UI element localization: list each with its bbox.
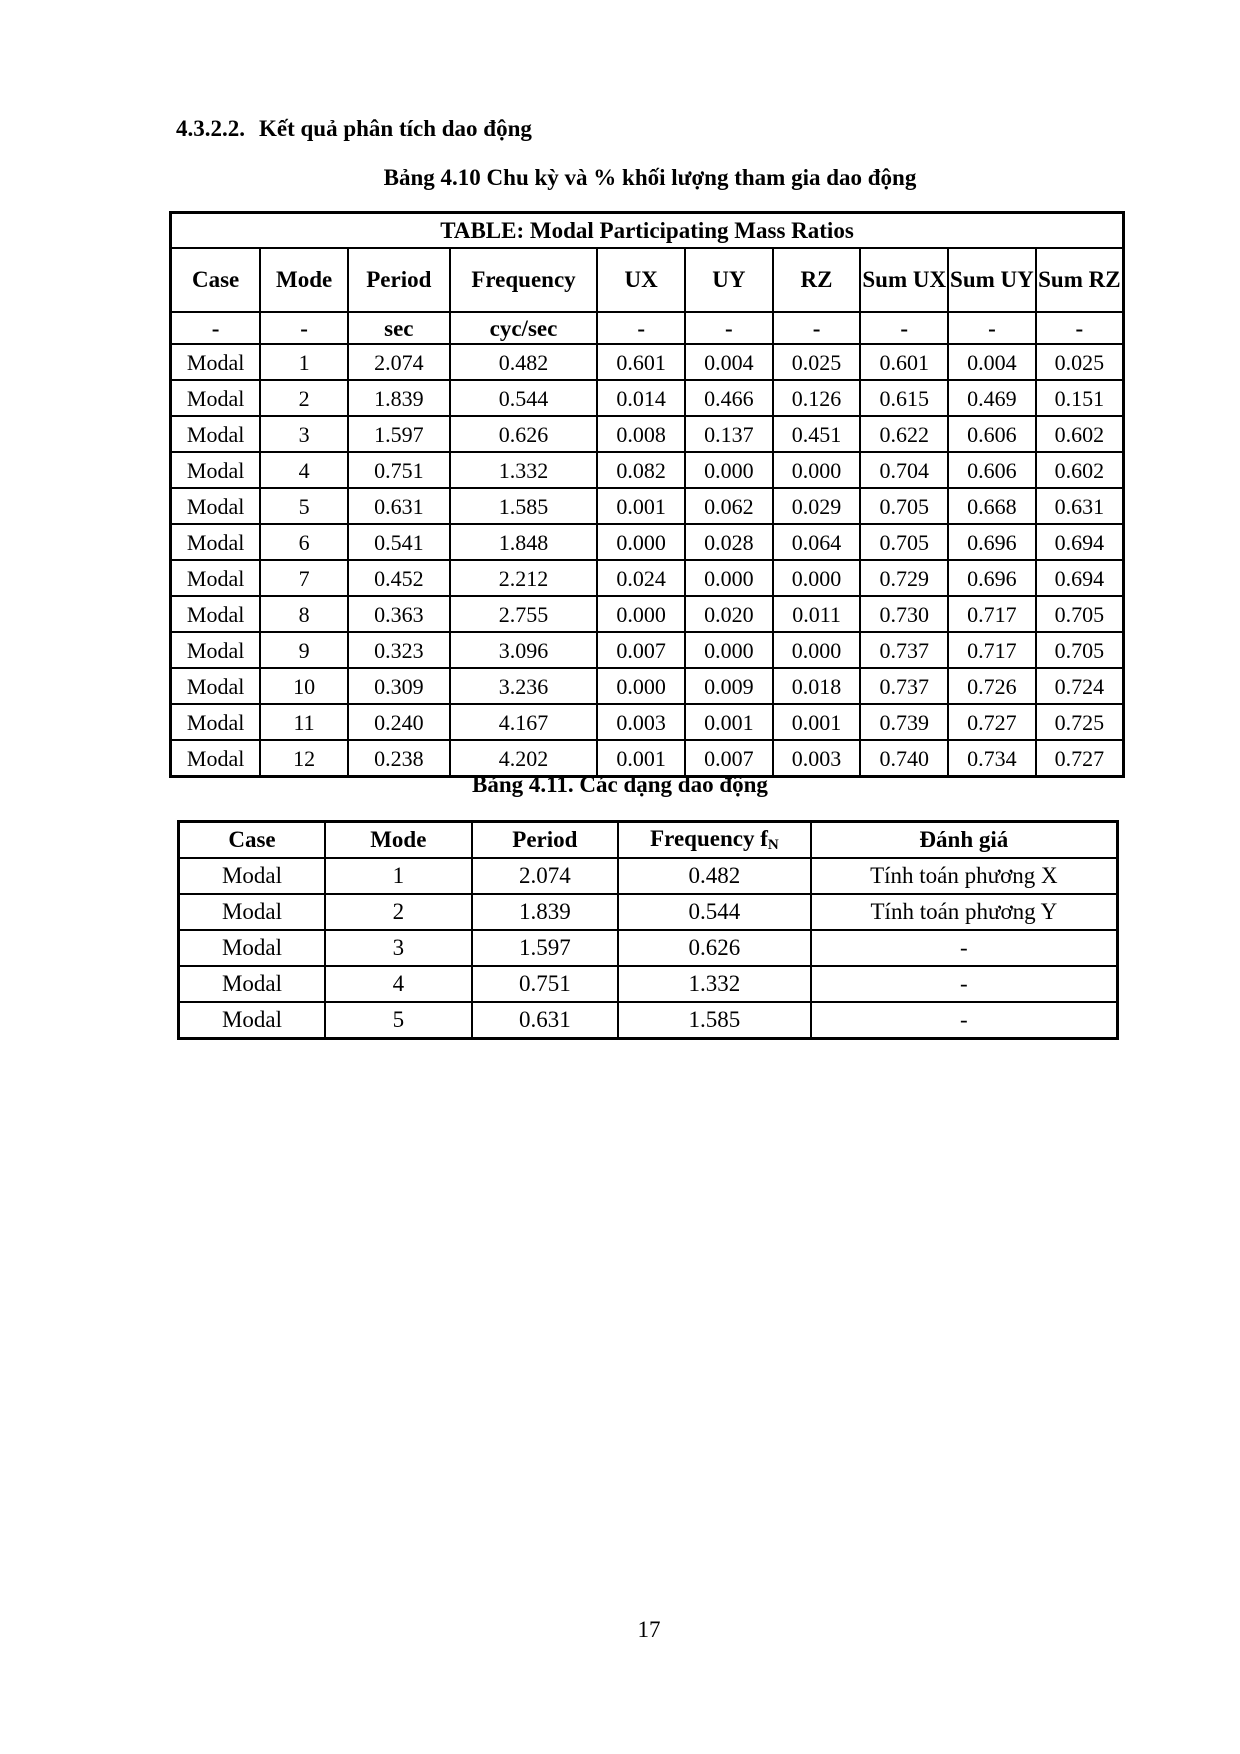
table1-header-cell: Sum RZ xyxy=(1036,248,1124,312)
table-cell: Modal xyxy=(179,930,326,966)
table-cell: 1.848 xyxy=(450,524,598,560)
table1-unit-cell: - xyxy=(773,312,861,344)
table-cell: 4.167 xyxy=(450,704,598,740)
table-cell: 1.839 xyxy=(348,380,450,416)
table-cell: 0.029 xyxy=(773,488,861,524)
table-cell: 0.694 xyxy=(1036,524,1124,560)
table-cell: Modal xyxy=(171,380,261,416)
table-cell: 0.000 xyxy=(685,632,773,668)
table-cell: 0.739 xyxy=(860,704,948,740)
table-cell: Modal xyxy=(171,524,261,560)
table-cell: 0.727 xyxy=(1036,740,1124,777)
table-cell: Modal xyxy=(171,560,261,596)
table-row xyxy=(179,858,1118,894)
table-cell: Modal xyxy=(179,894,326,930)
table-cell: 0.009 xyxy=(685,668,773,704)
table-cell: 0.309 xyxy=(348,668,450,704)
table-cell: 0.007 xyxy=(597,632,685,668)
table-cell: 0.737 xyxy=(860,668,948,704)
table-cell: 0.725 xyxy=(1036,704,1124,740)
table-cell: 7 xyxy=(260,560,348,596)
table-cell: 0.622 xyxy=(860,416,948,452)
table1-unit-cell: - xyxy=(597,312,685,344)
table-row xyxy=(171,380,1124,416)
table-cell: 1.585 xyxy=(450,488,598,524)
table-row xyxy=(171,596,1124,632)
table-cell: 0.694 xyxy=(1036,560,1124,596)
table-cell: 0.151 xyxy=(1036,380,1124,416)
table-cell: 0.000 xyxy=(773,452,861,488)
table-cell: 0.705 xyxy=(860,524,948,560)
table1-header-cell: Case xyxy=(171,248,261,312)
table-cell: 0.601 xyxy=(597,344,685,380)
table-cell: 0.615 xyxy=(860,380,948,416)
table-cell: - xyxy=(811,1002,1118,1039)
table1-unit-cell: - xyxy=(1036,312,1124,344)
header-frequency-subscript: N xyxy=(767,837,779,853)
table-cell: 2 xyxy=(260,380,348,416)
table-cell: Modal xyxy=(171,416,261,452)
table-cell: 0.730 xyxy=(860,596,948,632)
table-cell: 0.668 xyxy=(948,488,1036,524)
header-mode: Mode xyxy=(325,822,472,859)
table-cell: Tính toán phương Y xyxy=(811,894,1118,930)
table2-header-row xyxy=(179,822,1118,859)
table-cell: 0.008 xyxy=(597,416,685,452)
table-cell: 1 xyxy=(325,858,472,894)
table-cell: 0.363 xyxy=(348,596,450,632)
table-cell: 4 xyxy=(260,452,348,488)
table-row xyxy=(171,488,1124,524)
table-cell: 0.544 xyxy=(450,380,598,416)
table-cell: 11 xyxy=(260,704,348,740)
table-cell: Modal xyxy=(171,452,261,488)
table-cell: 0.601 xyxy=(860,344,948,380)
table-cell: 0.000 xyxy=(685,452,773,488)
table-cell: 1.597 xyxy=(348,416,450,452)
table-cell: 0.238 xyxy=(348,740,450,777)
table1-unit-cell: - xyxy=(860,312,948,344)
table-row xyxy=(179,894,1118,930)
table-cell: 0.751 xyxy=(348,452,450,488)
table1-caption: Bảng 4.10 Chu kỳ và % khối lượng tham gia dao động xyxy=(383,165,917,190)
table-row xyxy=(171,560,1124,596)
table1-unit-cell: cyc/sec xyxy=(450,312,598,344)
table-cell: 0.014 xyxy=(597,380,685,416)
table-cell: Modal xyxy=(171,596,261,632)
table1-header-cell: Mode xyxy=(260,248,348,312)
table-cell: 0.451 xyxy=(773,416,861,452)
table-row xyxy=(171,668,1124,704)
table-cell: Modal xyxy=(171,668,261,704)
table-cell: 2.212 xyxy=(450,560,598,596)
table-cell: 0.469 xyxy=(948,380,1036,416)
table-cell: 0.751 xyxy=(472,966,619,1002)
modal-mass-ratios-table xyxy=(169,211,1125,778)
table-row xyxy=(171,524,1124,560)
table-cell: 0.004 xyxy=(685,344,773,380)
table-cell: 0.024 xyxy=(597,560,685,596)
table1-unit-cell: - xyxy=(260,312,348,344)
table-cell: 0.631 xyxy=(472,1002,619,1039)
table-cell: 0.482 xyxy=(618,858,811,894)
table-cell: 0.020 xyxy=(685,596,773,632)
table-cell: 3.096 xyxy=(450,632,598,668)
table-cell: 0.064 xyxy=(773,524,861,560)
table-cell: 0.717 xyxy=(948,596,1036,632)
table-row xyxy=(179,1002,1118,1039)
table1-header-cell: RZ xyxy=(773,248,861,312)
table-cell: 3.236 xyxy=(450,668,598,704)
table-cell: 0.724 xyxy=(1036,668,1124,704)
table-cell: 0.082 xyxy=(597,452,685,488)
table-cell: 0.729 xyxy=(860,560,948,596)
table-cell: 0.000 xyxy=(685,560,773,596)
table-cell: Modal xyxy=(171,740,261,777)
table-cell: 0.626 xyxy=(618,930,811,966)
table-row xyxy=(171,416,1124,452)
table-cell: 0.000 xyxy=(597,668,685,704)
table-row xyxy=(171,632,1124,668)
header-period: Period xyxy=(472,822,619,859)
table-cell: 2 xyxy=(325,894,472,930)
table-cell: 6 xyxy=(260,524,348,560)
table-cell: 0.705 xyxy=(1036,632,1124,668)
table-cell: 0.705 xyxy=(1036,596,1124,632)
table-cell: 0.734 xyxy=(948,740,1036,777)
header-case: Case xyxy=(179,822,326,859)
table-cell: 1.839 xyxy=(472,894,619,930)
table1-title: TABLE: Modal Participating Mass Ratios xyxy=(171,213,1124,249)
table-cell: 0.631 xyxy=(1036,488,1124,524)
section-number: 4.3.2.2. xyxy=(176,116,245,141)
table1-unit-cell: sec xyxy=(348,312,450,344)
table-cell: 0.602 xyxy=(1036,452,1124,488)
table1-header-cell: Sum UX xyxy=(860,248,948,312)
table-cell: Modal xyxy=(179,858,326,894)
table1-units-row xyxy=(171,312,1124,344)
table-cell: 0.240 xyxy=(348,704,450,740)
table-cell: 0.727 xyxy=(948,704,1036,740)
header-assessment: Đánh giá xyxy=(811,822,1118,859)
table-cell: 0.000 xyxy=(773,632,861,668)
table1-unit-cell: - xyxy=(685,312,773,344)
table-row xyxy=(179,930,1118,966)
table-cell: 8 xyxy=(260,596,348,632)
table-cell: 1.332 xyxy=(618,966,811,1002)
table-cell: 0.011 xyxy=(773,596,861,632)
table-cell: 9 xyxy=(260,632,348,668)
table-cell: Modal xyxy=(171,488,261,524)
table-row xyxy=(171,344,1124,380)
table-cell: 0.606 xyxy=(948,416,1036,452)
table-cell: 0.726 xyxy=(948,668,1036,704)
table-cell: 4.202 xyxy=(450,740,598,777)
table-cell: - xyxy=(811,966,1118,1002)
table-cell: 0.705 xyxy=(860,488,948,524)
table-cell: 4 xyxy=(325,966,472,1002)
table-cell: 0.001 xyxy=(685,704,773,740)
table-cell: 0.001 xyxy=(773,704,861,740)
table1-header-cell: Frequency xyxy=(450,248,598,312)
table-cell: 12 xyxy=(260,740,348,777)
table-cell: Modal xyxy=(179,1002,326,1039)
table-cell: 1.332 xyxy=(450,452,598,488)
table-cell: 0.696 xyxy=(948,560,1036,596)
header-frequency xyxy=(618,822,811,859)
table-cell: 2.755 xyxy=(450,596,598,632)
table-cell: 0.717 xyxy=(948,632,1036,668)
table-cell: 0.001 xyxy=(597,488,685,524)
section-title: Kết quả phân tích dao động xyxy=(259,116,532,141)
table1-header-cell: UY xyxy=(685,248,773,312)
table1-unit-cell: - xyxy=(171,312,261,344)
table1-header-cell: Sum UY xyxy=(948,248,1036,312)
table-cell: 0.000 xyxy=(773,560,861,596)
table-cell: - xyxy=(811,930,1118,966)
table-cell: 0.003 xyxy=(597,704,685,740)
table-cell: 0.028 xyxy=(685,524,773,560)
table-cell: 0.626 xyxy=(450,416,598,452)
mode-shapes-table xyxy=(177,820,1119,1040)
table-cell: 0.602 xyxy=(1036,416,1124,452)
table-cell: 0.452 xyxy=(348,560,450,596)
section-heading xyxy=(176,116,532,142)
table-cell: 0.025 xyxy=(1036,344,1124,380)
table-cell: Modal xyxy=(171,344,261,380)
table-cell: 0.606 xyxy=(948,452,1036,488)
table-cell: 3 xyxy=(325,930,472,966)
table-cell: 0.000 xyxy=(597,524,685,560)
table-cell: 2.074 xyxy=(472,858,619,894)
table-cell: 0.062 xyxy=(685,488,773,524)
table-cell: Tính toán phương X xyxy=(811,858,1118,894)
table-cell: 0.323 xyxy=(348,632,450,668)
table-cell: 3 xyxy=(260,416,348,452)
table-cell: 0.004 xyxy=(948,344,1036,380)
table-cell: Modal xyxy=(171,704,261,740)
table1-unit-cell: - xyxy=(948,312,1036,344)
table-cell: 0.000 xyxy=(597,596,685,632)
table1-header-cell: UX xyxy=(597,248,685,312)
table-cell: 0.704 xyxy=(860,452,948,488)
table-row xyxy=(171,452,1124,488)
page-number: 17 xyxy=(637,1617,661,1642)
table-cell: 0.018 xyxy=(773,668,861,704)
table1-header-row xyxy=(171,248,1124,312)
table-cell: 5 xyxy=(260,488,348,524)
table-row xyxy=(171,704,1124,740)
table-cell: 10 xyxy=(260,668,348,704)
table-cell: 2.074 xyxy=(348,344,450,380)
table-cell: 0.631 xyxy=(348,488,450,524)
table-cell: 0.126 xyxy=(773,380,861,416)
table-cell: 0.003 xyxy=(773,740,861,777)
table1-header-cell: Period xyxy=(348,248,450,312)
table-row xyxy=(179,966,1118,1002)
table-cell: 1.597 xyxy=(472,930,619,966)
table-cell: 0.466 xyxy=(685,380,773,416)
table-cell: Modal xyxy=(179,966,326,1002)
header-frequency-label: Frequency f xyxy=(650,826,768,851)
table-cell: Modal xyxy=(171,632,261,668)
table2-caption: Bảng 4.11. Các dạng dao động xyxy=(472,772,768,797)
table-cell: 0.737 xyxy=(860,632,948,668)
table-cell: 0.696 xyxy=(948,524,1036,560)
table-cell: 0.025 xyxy=(773,344,861,380)
table-cell: 0.007 xyxy=(685,740,773,777)
table-cell: 0.740 xyxy=(860,740,948,777)
table-cell: 0.541 xyxy=(348,524,450,560)
table-cell: 0.001 xyxy=(597,740,685,777)
table-cell: 1 xyxy=(260,344,348,380)
table-cell: 0.544 xyxy=(618,894,811,930)
table-cell: 5 xyxy=(325,1002,472,1039)
table-cell: 1.585 xyxy=(618,1002,811,1039)
table-cell: 0.137 xyxy=(685,416,773,452)
table-cell: 0.482 xyxy=(450,344,598,380)
